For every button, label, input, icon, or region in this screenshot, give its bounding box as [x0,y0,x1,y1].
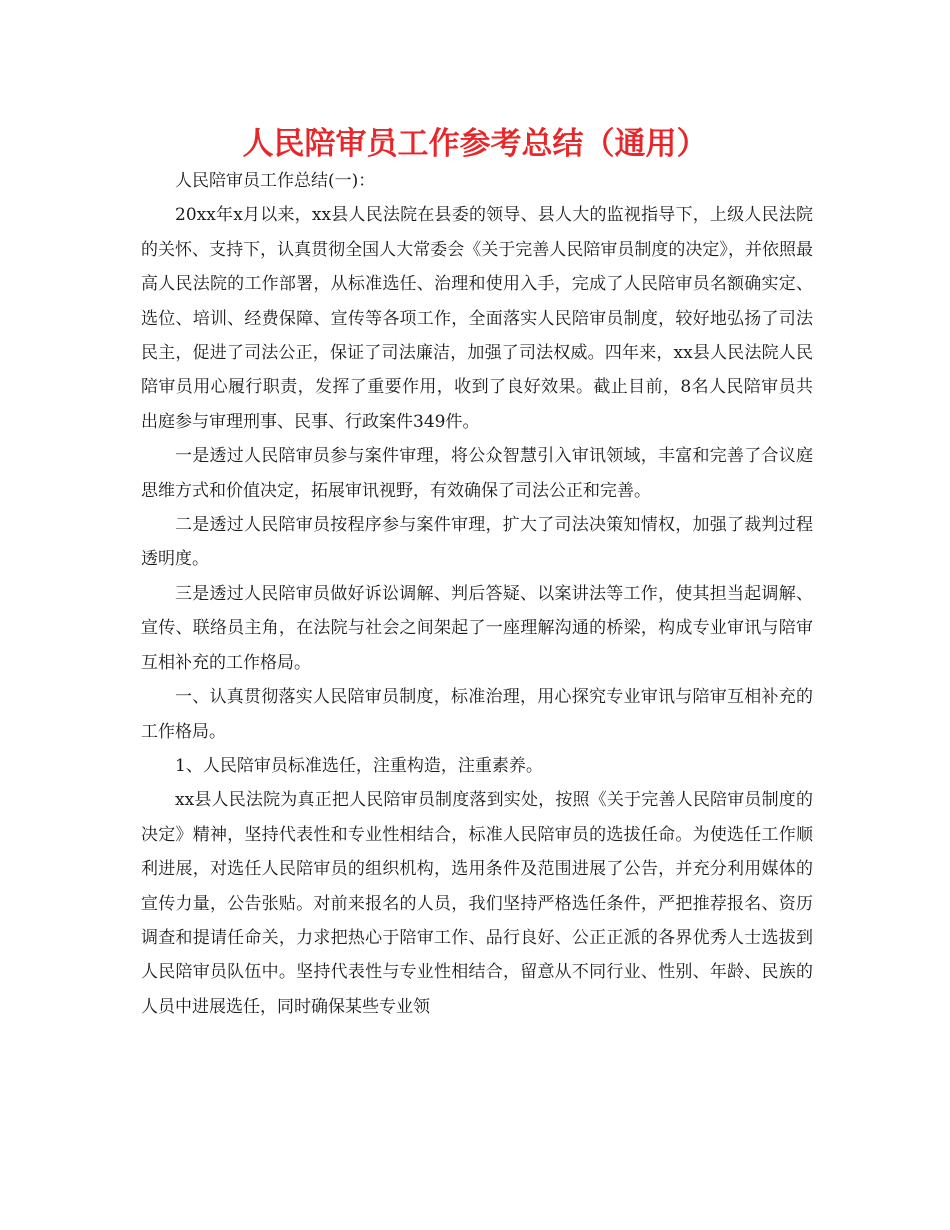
document-body [141,164,813,1024]
paragraph: 三是透过人民陪审员做好诉讼调解、判后答疑、以案讲法等工作，使其担当起调解、宣传、联络员主角，在法院与社会之间架起了一座理解沟通的桥梁，构成专业审讯与陪审互相补充的工作格局。 [141,583,813,673]
paragraph: xx县人民法院为真正把人民陪审员制度落到实处，按照《关于完善人民陪审员制度的决定》精神，坚持代表性和专业性相结合，标准人民陪审员的选拔任命。为使选任工作顺利进展，对选任人民陪审员的组织机构，选用条件及范围进展了公告，并充分利用媒体的宣传力量，公告张贴。对前来报名的人员，我们坚持严格选任条件，严把推荐报名、资历调查和提请任命关，力求把热心于陪审工作、品行良好、公正正派的各界优秀人士选拔到人民陪审员队伍中。坚持代表性与专业性相结合，留意从不同行业、性别、年龄、民族的人员中进展选任，同时确保某些专业领 [141,790,813,1017]
document-title: 人民陪审员工作参考总结（通用） [242,126,708,162]
paragraph: 20xx年x月以来，xx县人民法院在县委的领导、县人大的监视指导下，上级人民法院的关怀、支持下，认真贯彻全国人大常委会《关于完善人民陪审员制度的决定》，并依照最高人民法院的工作部署，从标准选任、治理和使用入手，完成了人民陪审员名额确实定、选位、培训、经费保障、宣传等各项工作，全面落实人民陪审员制度，较好地弘扬了司法民主，促进了司法公正，保证了司法廉洁，加强了司法权威。四年来，xx县人民法院人民陪审员用心履行职责，发挥了重要作用，收到了良好效果。截止目前，8名人民陪审员共出庭参与审理刑事、民事、行政案件349件。 [141,205,813,432]
paragraph: 一、认真贯彻落实人民陪审员制度，标准治理，用心探究专业审讯与陪审互相补充的工作格局。 [141,687,813,742]
paragraph: 一是透过人民陪审员参与案件审理，将公众智慧引入审讯领域，丰富和完善了合议庭思维方式和价值决定，拓展审讯视野，有效确保了司法公正和完善。 [141,446,813,501]
paragraph: 二是透过人民陪审员按程序参与案件审理，扩大了司法决策知情权，加强了裁判过程透明度。 [141,515,813,570]
paragraph-section-heading: 人民陪审员工作总结(一)： [175,171,376,191]
paragraph: 1、人民陪审员标准选任，注重构造，注重素养。 [175,755,543,776]
